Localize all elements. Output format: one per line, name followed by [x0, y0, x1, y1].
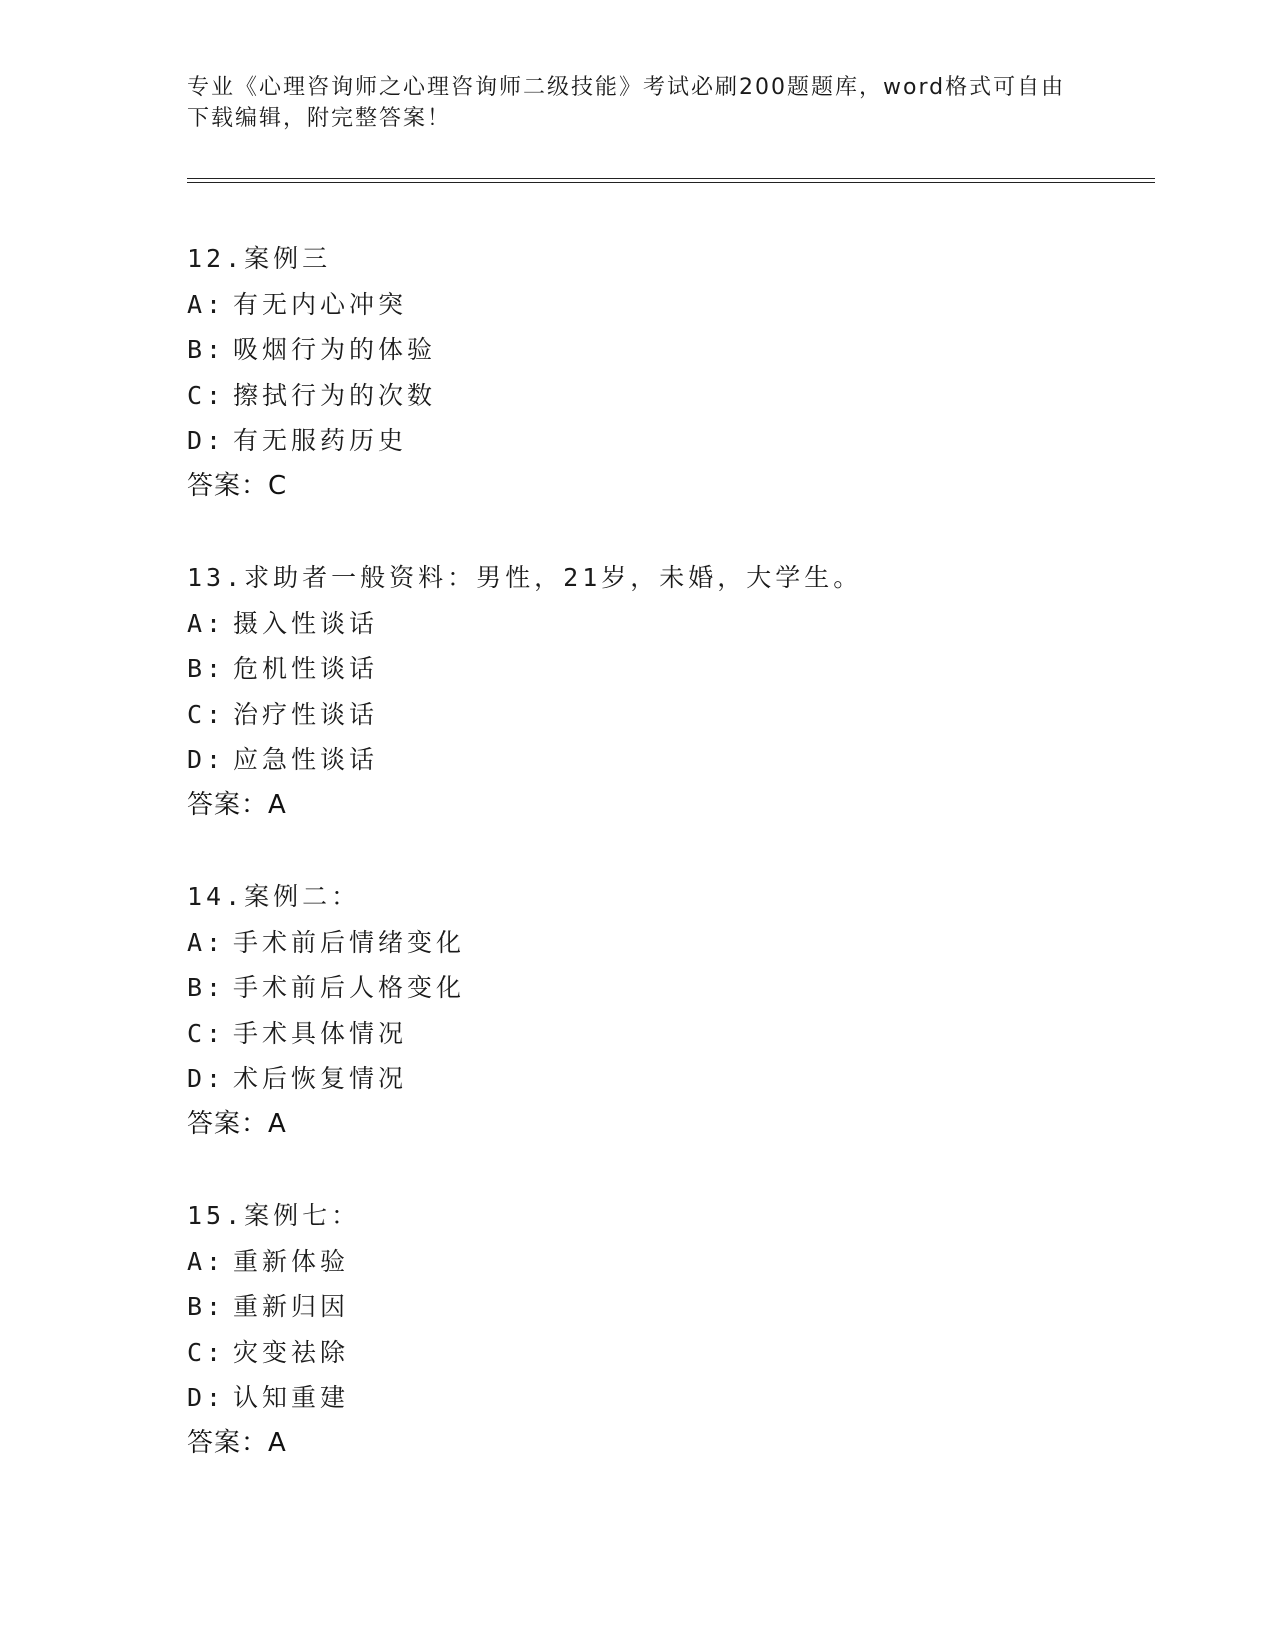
answer-line: 答案：C — [187, 470, 288, 501]
option-letter: B: — [187, 335, 226, 364]
question-15 — [187, 1193, 1147, 1466]
option-a — [187, 282, 1147, 328]
option-text: 应急性谈话 — [233, 745, 379, 774]
option-b — [187, 327, 1147, 373]
option-b — [187, 1284, 1147, 1330]
question-list — [187, 236, 1147, 1512]
option-a — [187, 920, 1147, 966]
option-a — [187, 601, 1147, 647]
option-letter: D: — [187, 745, 226, 774]
option-c — [187, 692, 1147, 738]
option-letter: C: — [187, 1018, 226, 1048]
answer-line: 答案：A — [187, 789, 287, 820]
option-letter: A: — [187, 1246, 226, 1276]
option-d — [187, 418, 1147, 464]
question-12 — [187, 236, 1147, 509]
option-letter: C: — [187, 380, 226, 410]
option-c — [187, 1330, 1147, 1376]
option-letter: B: — [187, 654, 226, 683]
option-b — [187, 965, 1147, 1011]
question-title: 13.求助者一般资料：男性，21岁，未婚，大学生。 — [187, 563, 863, 592]
answer-line: 答案：A — [187, 1427, 287, 1458]
option-text: 重新体验 — [233, 1246, 350, 1276]
option-text: 手术前后情绪变化 — [233, 927, 466, 957]
option-text: 术后恢复情况 — [233, 1064, 408, 1093]
option-letter: D: — [187, 426, 226, 455]
option-c — [187, 1011, 1147, 1057]
option-d — [187, 1375, 1147, 1421]
option-a — [187, 1239, 1147, 1285]
header-divider-top — [187, 178, 1155, 180]
option-text: 危机性谈话 — [233, 654, 379, 683]
question-title: 14.案例二： — [187, 882, 361, 911]
answer-line: 答案：A — [187, 1108, 287, 1139]
option-text: 摄入性谈话 — [233, 608, 379, 638]
option-text: 手术前后人格变化 — [233, 973, 466, 1002]
question-14 — [187, 874, 1147, 1147]
option-d — [187, 737, 1147, 783]
option-b — [187, 646, 1147, 692]
option-text: 治疗性谈话 — [233, 699, 379, 729]
option-letter: D: — [187, 1383, 226, 1412]
option-text: 有无内心冲突 — [233, 289, 408, 319]
option-text: 手术具体情况 — [233, 1018, 408, 1048]
question-13 — [187, 555, 1147, 828]
option-letter: B: — [187, 1292, 226, 1321]
header-divider-bottom — [187, 182, 1155, 184]
option-letter: A: — [187, 608, 226, 638]
option-text: 擦拭行为的次数 — [233, 380, 437, 410]
option-letter: C: — [187, 699, 226, 729]
option-letter: A: — [187, 289, 226, 319]
document-header: 专业《心理咨询师之心理咨询师二级技能》考试必刷200题题库，word格式可自由下载编辑，附完整答案！ — [187, 75, 1066, 131]
option-text: 灾变祛除 — [233, 1337, 350, 1367]
option-text: 认知重建 — [233, 1383, 350, 1412]
option-text: 重新归因 — [233, 1292, 350, 1321]
option-d — [187, 1056, 1147, 1102]
option-letter: B: — [187, 973, 226, 1002]
question-title: 12.案例三 — [187, 244, 332, 273]
option-c — [187, 373, 1147, 419]
option-letter: D: — [187, 1064, 226, 1093]
option-text: 有无服药历史 — [233, 426, 408, 455]
option-letter: C: — [187, 1337, 226, 1367]
option-letter: A: — [187, 927, 226, 957]
question-title: 15.案例七： — [187, 1201, 361, 1230]
option-text: 吸烟行为的体验 — [233, 335, 437, 364]
